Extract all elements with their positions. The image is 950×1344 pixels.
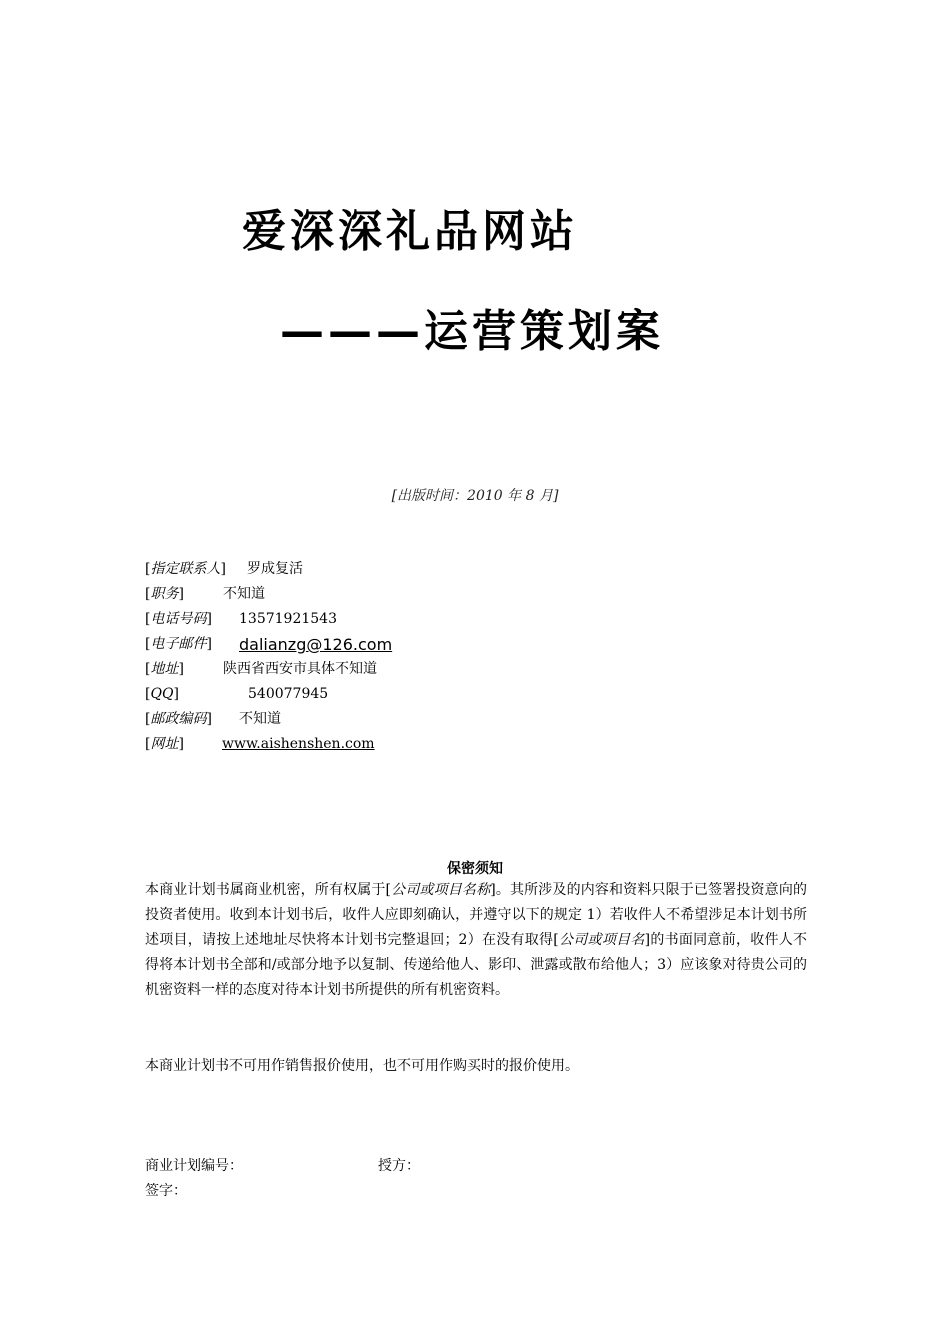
address-row: [地址] 陕西省西安市具体不知道	[145, 657, 745, 682]
address-value: 陕西省西安市具体不知道	[223, 661, 377, 677]
postal-code-label: 邮政编码	[150, 711, 207, 727]
grantee-label: 授方：	[378, 1158, 420, 1174]
company-name-placeholder-2: 公司或项目名	[558, 932, 645, 948]
company-name-placeholder: 公司或项目名称	[391, 882, 491, 898]
website-row: [网址] www.aishenshen.com	[145, 732, 745, 757]
email-label: 电子邮件	[150, 636, 207, 652]
email-row: [电子邮件] dalianzg@126.com	[145, 632, 745, 657]
document-title: 爱深深礼品网站	[242, 206, 578, 257]
phone-row: [电话号码] 13571921543	[145, 607, 745, 632]
website-label: 网址	[150, 736, 179, 752]
confidentiality-text-c: ]的书面同意前，收件人不得将本计划书全部和/或部分地予以复制、传递给他人、影印、泄露或散布给他人；3）应该象对待贵公司的机密资料一样的态度对待本计划书所提供的所有机密资料。	[145, 932, 808, 998]
confidentiality-title: 保密须知	[447, 861, 503, 877]
confidentiality-paragraph	[145, 878, 807, 1003]
website-link[interactable]: www.aishenshen.com	[222, 736, 375, 752]
contact-info	[145, 557, 745, 757]
phone-value: 13571921543	[239, 611, 337, 627]
phone-label: 电话号码	[150, 611, 207, 627]
pricing-note: 本商业计划书不可用作销售报价使用，也不可用作购买时的报价使用。	[145, 1058, 579, 1074]
plan-number-label: 商业计划编号：	[145, 1158, 243, 1174]
qq-label: QQ	[150, 686, 174, 702]
publish-date: [出版时间：2010 年 8 月]	[391, 488, 559, 504]
address-label: 地址	[150, 661, 179, 677]
contact-person-label: 指定联系人	[150, 561, 221, 577]
email-link[interactable]: dalianzg@126.com	[239, 635, 393, 654]
contact-person-value: 罗成复活	[247, 561, 303, 577]
postal-code-row: [邮政编码] 不知道	[145, 707, 745, 732]
contact-person-row: [指定联系人] 罗成复活	[145, 557, 745, 582]
qq-row: [QQ] 540077945	[145, 682, 745, 707]
confidentiality-text-b: ]。其所涉及的内容和资料只限于已签署投资意向的投资者使用。收到本计划书后，收件人应即刻确认，并遵守以下的规定 1）若收件人不希望涉足本计划书所述项目，请按上述地址尽快将本计划书完整退回；2）在没有取得[	[145, 882, 807, 948]
position-label: 职务	[150, 586, 179, 602]
postal-code-value: 不知道	[239, 711, 281, 727]
qq-value: 540077945	[248, 686, 329, 702]
position-value: 不知道	[223, 586, 265, 602]
confidentiality-text-a: 本商业计划书属商业机密，所有权属于[	[145, 882, 392, 898]
signature-label: 签字：	[145, 1183, 187, 1199]
document-subtitle: ———运营策划案	[280, 306, 664, 357]
position-row: [职务] 不知道	[145, 582, 745, 607]
